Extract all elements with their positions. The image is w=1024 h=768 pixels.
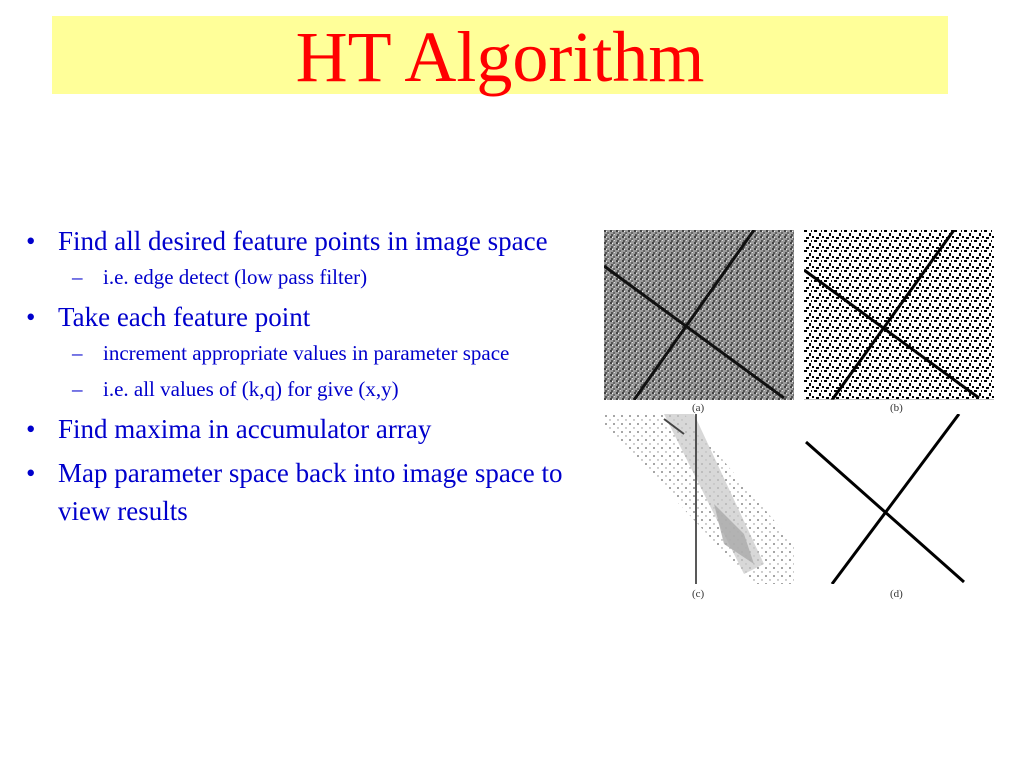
sub-bullet-list xyxy=(58,338,597,404)
sub-bullet-item xyxy=(58,262,597,292)
bullet-item xyxy=(22,410,597,448)
sub-bullet-text: i.e. all values of (k,q) for give (x,y) xyxy=(103,377,399,401)
panel-d-reconstructed-lines xyxy=(804,414,994,584)
bullet-text: Find maxima in accumulator array xyxy=(58,414,432,444)
sub-bullet-item xyxy=(58,374,597,404)
title-banner xyxy=(52,16,948,97)
panel-a-noisy-image xyxy=(604,230,794,400)
bullet-text: Map parameter space back into image space to view results xyxy=(58,458,563,526)
panel-label-a: (a) xyxy=(692,402,705,414)
bullet-dot-icon: • xyxy=(26,414,36,444)
bullet-item xyxy=(22,222,597,292)
bullet-dot-icon: • xyxy=(26,302,36,332)
bullet-dot-icon: • xyxy=(26,458,36,488)
panel-label-c: (c) xyxy=(692,588,705,600)
bullet-text: Take each feature point xyxy=(58,302,311,332)
bullet-item xyxy=(22,454,597,530)
bullet-dot-icon: • xyxy=(26,226,36,256)
sub-bullet-dash-icon: – xyxy=(72,341,83,365)
panel-c-accumulator xyxy=(604,414,794,584)
sub-bullet-dash-icon: – xyxy=(72,265,83,289)
sub-bullet-item xyxy=(58,338,597,368)
sub-bullet-text: increment appropriate values in parameter space xyxy=(103,341,510,365)
panel-label-b: (b) xyxy=(890,402,903,414)
sub-bullet-list xyxy=(58,262,597,292)
panel-b-edge-image xyxy=(804,230,994,400)
panel-label-d: (d) xyxy=(890,588,903,600)
bullet-item xyxy=(22,298,597,404)
bullet-list xyxy=(22,222,597,536)
hough-figure xyxy=(600,226,996,606)
bullet-text: Find all desired feature points in image space xyxy=(58,226,548,256)
sub-bullet-dash-icon: – xyxy=(72,377,83,401)
sub-bullet-text: i.e. edge detect (low pass filter) xyxy=(103,265,368,289)
slide-title: HT Algorithm xyxy=(295,17,705,97)
